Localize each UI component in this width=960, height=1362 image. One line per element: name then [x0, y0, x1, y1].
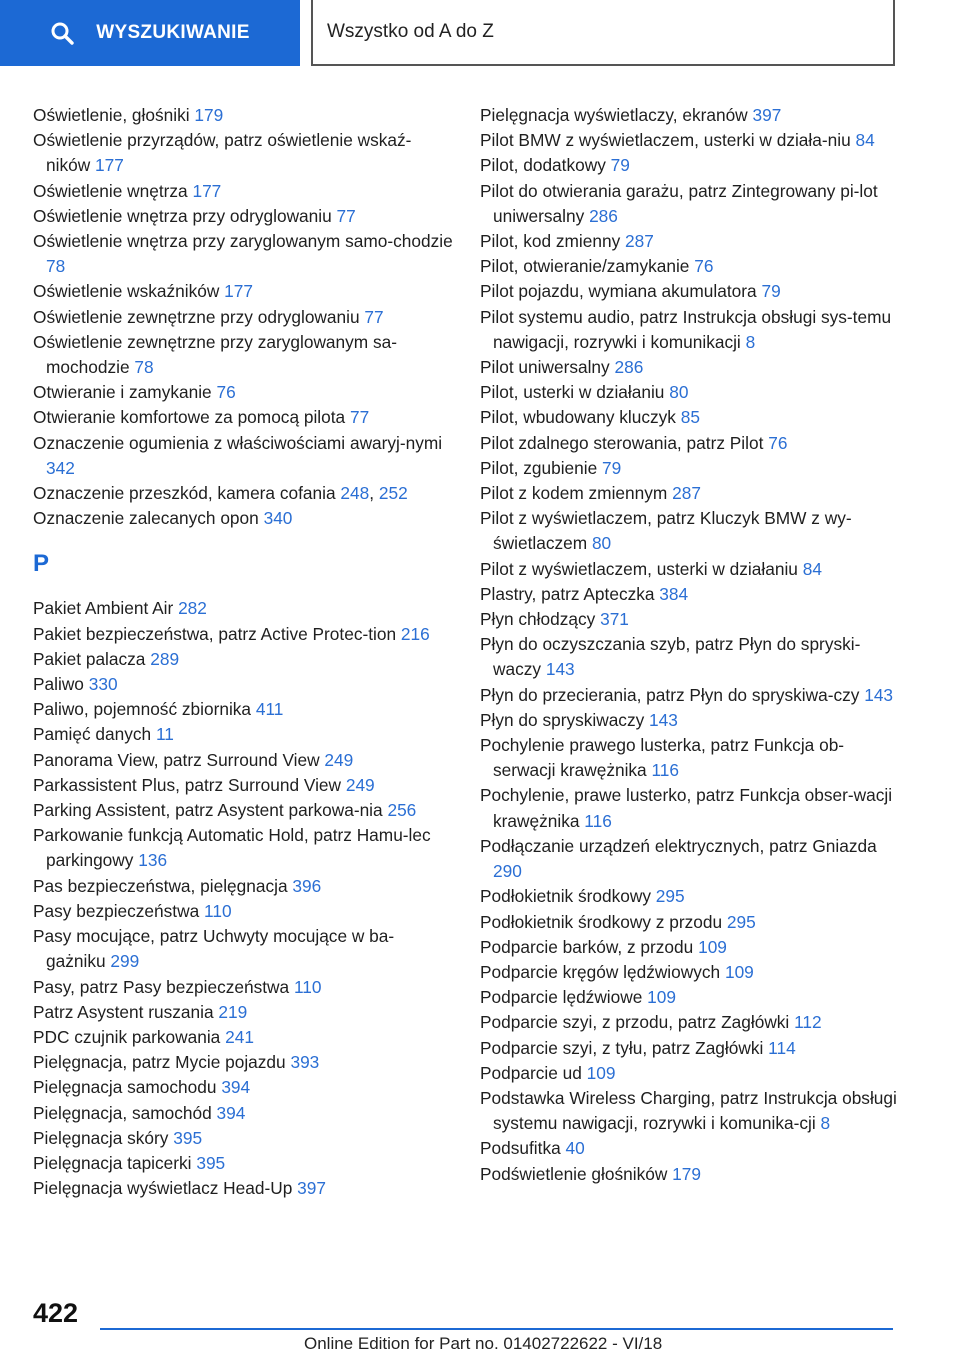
- index-entry: [33, 622, 453, 647]
- index-entry: [480, 254, 900, 279]
- index-list-o: [33, 103, 453, 531]
- index-entry-text: Pakiet Ambient Air: [33, 598, 174, 619]
- page-link[interactable]: 76: [768, 432, 788, 453]
- page-link[interactable]: 295: [655, 886, 685, 907]
- index-entry-text: Oświetlenie zewnętrzne przy odryglowaniu: [33, 306, 360, 327]
- page-link[interactable]: 79: [610, 155, 630, 176]
- page-link[interactable]: 396: [292, 875, 322, 896]
- index-entry-text: Pilot zdalnego sterowania, patrz Pilot: [480, 432, 764, 453]
- index-entry: Oznaczenie przeszkód, kamera cofania 248, 252: [33, 483, 408, 504]
- search-icon: [50, 21, 74, 45]
- index-entry-text: Pielęgnacja samochodu: [33, 1077, 217, 1098]
- page-link[interactable]: 77: [349, 407, 370, 428]
- page-link[interactable]: 109: [647, 987, 676, 1008]
- footer-divider: [100, 1328, 893, 1330]
- index-entry-text: Panorama View, patrz Surround View: [33, 749, 320, 770]
- index-entry-text: Pilot z wyświetlaczem, patrz Kluczyk BMW z wy-świetlaczem: [480, 508, 852, 554]
- index-entry-text: Oświetlenie, głośniki: [33, 105, 190, 125]
- page-link[interactable]: 116: [584, 810, 612, 831]
- page-link[interactable]: 8: [820, 1113, 831, 1134]
- page-link[interactable]: 179: [672, 1163, 701, 1184]
- page-link[interactable]: 395: [173, 1127, 203, 1148]
- index-entry: [480, 481, 900, 506]
- index-entry-text: Podłączanie urządzeń elektrycznych, patrz Gniazda: [480, 835, 877, 856]
- page-link[interactable]: 249: [345, 774, 375, 795]
- page-link[interactable]: 109: [724, 961, 754, 982]
- index-entry-text: Pakiet palacza: [33, 648, 146, 669]
- index-column-right: [480, 103, 900, 1187]
- index-entry-text: Pielęgnacja wyświetlaczy, ekranów: [480, 105, 748, 125]
- top-navigation: [0, 0, 960, 66]
- page-link[interactable]: 299: [110, 951, 140, 972]
- index-entry-text: Pilot, wbudowany kluczyk: [480, 407, 676, 428]
- index-entry-text: Podstawka Wireless Charging, patrz Instrukcja obsługi systemu nawigacji, rozrywki i komunika-cji: [480, 1087, 897, 1134]
- index-entry-text: Podłokietnik środkowy z przodu: [480, 911, 723, 932]
- index-entry: [480, 431, 900, 456]
- index-entry: [33, 1000, 453, 1025]
- page-link[interactable]: 76: [694, 256, 714, 277]
- page-link[interactable]: 384: [659, 583, 689, 604]
- page-link[interactable]: 411: [255, 699, 284, 720]
- index-entry: [33, 305, 453, 330]
- index-entry: [33, 748, 453, 773]
- index-entry-text: Oświetlenie przyrządów, patrz oświetlenie wskaź-ników: [33, 130, 412, 176]
- page-link[interactable]: 179: [194, 105, 224, 125]
- index-entry-text: Podparcie ud: [480, 1062, 582, 1083]
- index-entry: [480, 506, 900, 556]
- index-entry-text: Pilot z wyświetlaczem, usterki w działaniu: [480, 558, 798, 579]
- index-entry-text: Pielęgnacja, samochód: [33, 1102, 212, 1123]
- page-link[interactable]: 116: [651, 760, 680, 781]
- index-column-left: [33, 103, 453, 1201]
- index-entry-text: Parkassistent Plus, patrz Surround View: [33, 774, 342, 795]
- index-entry: [33, 1101, 453, 1126]
- page-link[interactable]: 177: [95, 155, 124, 176]
- index-entry: [33, 899, 453, 924]
- a-to-z-tab[interactable]: [311, 0, 895, 66]
- index-entry: [33, 380, 453, 405]
- index-entry-text: Pamięć danych: [33, 724, 152, 745]
- index-entry-text: Pilot, otwieranie/zamykanie: [480, 256, 690, 277]
- index-entry-text: Oświetlenie wnętrza przy odryglowaniu: [33, 205, 332, 226]
- index-entry: [480, 935, 900, 960]
- page-number: 422: [33, 1298, 79, 1328]
- index-entry: [480, 179, 900, 229]
- index-entry-text: Pasy mocujące, patrz Uchwyty mocujące w ba-gażniku: [33, 926, 395, 972]
- index-entry-text: Pilot BMW z wyświetlaczem, usterki w działa-niu: [480, 130, 851, 151]
- page-link[interactable]: 330: [88, 674, 118, 695]
- page-link[interactable]: 84: [855, 130, 875, 151]
- index-entry: [33, 874, 453, 899]
- index-entry: [33, 204, 453, 229]
- index-list-right: [480, 103, 900, 1187]
- search-tab-label: WYSZUKIWANIE: [96, 22, 250, 43]
- index-entry-text: Pilot, dodatkowy: [480, 155, 606, 176]
- index-entry: [480, 405, 900, 430]
- index-entry-text: Paliwo, pojemność zbiornika: [33, 699, 252, 720]
- index-entry-text: PDC czujnik parkowania: [33, 1026, 221, 1047]
- page-link[interactable]: 371: [600, 609, 629, 630]
- index-entry: [480, 1162, 900, 1187]
- index-entry: [480, 632, 900, 682]
- index-entry: [33, 596, 453, 621]
- search-tab[interactable]: [0, 0, 300, 66]
- page-link[interactable]: 286: [589, 205, 618, 226]
- index-entry-text: Pilot z kodem zmiennym: [480, 483, 668, 504]
- index-entry: [33, 431, 453, 481]
- page-link[interactable]: 256: [387, 800, 417, 821]
- index-entry-text: Paliwo: [33, 674, 84, 695]
- page-link[interactable]: 143: [864, 684, 894, 705]
- index-entry-text: Oświetlenie zewnętrzne przy zaryglowanym sa-mochodzie: [33, 331, 398, 378]
- page-link[interactable]: 110: [293, 976, 322, 997]
- page-link[interactable]: 219: [218, 1001, 248, 1022]
- page-link[interactable]: 114: [768, 1037, 796, 1058]
- index-entry: [480, 834, 900, 884]
- index-entry-text: Parking Assistent, patrz Asystent parkowa-nia: [33, 800, 383, 821]
- index-entry-text: Pielęgnacja tapicerki: [33, 1152, 192, 1173]
- index-entry: [33, 672, 453, 697]
- index-entry-text: Płyn do oczyszczania szyb, patrz Płyn do spryski-waczy: [480, 634, 861, 680]
- page-link[interactable]: 216: [400, 623, 430, 644]
- index-entry: [33, 229, 453, 279]
- page-link[interactable]: 397: [297, 1178, 326, 1199]
- index-entry: [480, 557, 900, 582]
- index-entry: [33, 647, 453, 672]
- index-entry-text: Oznaczenie ogumienia z właściwościami awaryj-nymi: [33, 432, 443, 453]
- page-link[interactable]: 80: [591, 533, 612, 554]
- page-link[interactable]: 76: [216, 382, 236, 403]
- page-link[interactable]: 77: [364, 306, 384, 327]
- index-entry: [33, 405, 453, 430]
- index-entry: [480, 380, 900, 405]
- index-entry-text: Patrz Asystent ruszania: [33, 1001, 214, 1022]
- page-link[interactable]: 393: [290, 1052, 320, 1073]
- index-entry: [33, 798, 453, 823]
- index-entry: [33, 1050, 453, 1075]
- page-link[interactable]: 252: [378, 483, 408, 504]
- index-entry: [480, 128, 900, 153]
- page-link[interactable]: 78: [46, 256, 66, 277]
- index-entry: [480, 456, 900, 481]
- page-link[interactable]: 143: [649, 709, 678, 730]
- index-entry: [33, 1025, 453, 1050]
- index-entry-text: Podparcie kręgów lędźwiowych: [480, 961, 721, 982]
- index-entry: [480, 1010, 900, 1035]
- page-link[interactable]: 286: [614, 357, 644, 378]
- index-entry: [480, 153, 900, 178]
- page-link[interactable]: 394: [221, 1077, 251, 1098]
- index-entry: [480, 1086, 900, 1136]
- index-entry: [480, 103, 900, 128]
- page-link[interactable]: 287: [672, 483, 701, 504]
- index-entry: [480, 1061, 900, 1086]
- index-entry: [33, 179, 453, 204]
- page-link[interactable]: 8: [745, 331, 756, 352]
- index-entry: [480, 783, 900, 833]
- index-entry: [33, 773, 453, 798]
- index-entry-text: Płyn do spryskiwaczy: [480, 709, 645, 730]
- index-entry-text: Oznaczenie zalecanych opon: [33, 508, 259, 529]
- index-entry: [480, 607, 900, 632]
- page-link[interactable]: 290: [493, 861, 522, 882]
- page-link[interactable]: 110: [204, 900, 232, 921]
- index-entry-text: Pasy, patrz Pasy bezpieczeństwa: [33, 976, 290, 997]
- page-link[interactable]: 340: [263, 508, 293, 529]
- section-letter: P: [33, 550, 50, 578]
- index-entry-text: Oznaczenie przeszkód, kamera cofania: [33, 483, 336, 504]
- index-entry: [33, 279, 453, 304]
- index-entry-text: Podparcie szyi, z przodu, patrz Zagłówki: [480, 1012, 790, 1033]
- index-entry: [33, 975, 453, 1000]
- index-entry: [33, 128, 453, 178]
- page-link[interactable]: 177: [224, 281, 253, 302]
- index-entry: [33, 506, 453, 531]
- page-link[interactable]: 395: [196, 1152, 226, 1173]
- page-link[interactable]: 77: [336, 205, 356, 226]
- index-entry-text: Płyn do przecierania, patrz Płyn do spryskiwa-czy: [480, 684, 860, 705]
- index-entry-text: Pilot, usterki w działaniu: [480, 382, 665, 403]
- index-entry-text: Oświetlenie wskaźników: [33, 281, 220, 302]
- index-entry: [480, 355, 900, 380]
- page-link[interactable]: 79: [602, 457, 622, 478]
- page-link[interactable]: 112: [794, 1012, 822, 1033]
- index-list-p: [33, 596, 453, 1201]
- edition-note: Online Edition for Part no. 01402722622 - VI/18: [304, 1334, 663, 1353]
- index-entry: [480, 733, 900, 783]
- index-entry-text: Pielęgnacja skóry: [33, 1127, 169, 1148]
- page-link[interactable]: 80: [669, 382, 689, 403]
- index-entry: [480, 884, 900, 909]
- page-link[interactable]: 84: [802, 558, 822, 579]
- index-entry-text: Podparcie lędźwiowe: [480, 987, 643, 1008]
- page-link[interactable]: 79: [761, 281, 781, 302]
- index-entry-text: Pielęgnacja, patrz Mycie pojazdu: [33, 1052, 286, 1073]
- index-entry-text: Pochylenie prawego lusterka, patrz Funkcja ob-serwacji krawężnika: [480, 735, 845, 781]
- page-link[interactable]: 109: [586, 1062, 616, 1083]
- index-entry: [480, 683, 900, 708]
- index-entry: [480, 279, 900, 304]
- page-link[interactable]: 109: [698, 936, 727, 957]
- index-entry: [33, 1151, 453, 1176]
- index-entry-text: Pilot do otwierania garażu, patrz Zintegrowany pi-lot uniwersalny: [480, 180, 878, 226]
- page-link[interactable]: 40: [565, 1138, 585, 1159]
- index-entry: [33, 823, 453, 873]
- index-entry: [480, 305, 900, 355]
- page-link[interactable]: 177: [192, 180, 222, 201]
- page-link[interactable]: 136: [138, 850, 168, 871]
- index-entry: [33, 924, 453, 974]
- index-entry-text: Pilot pojazdu, wymiana akumulatora: [480, 281, 757, 302]
- index-entry: [33, 1126, 453, 1151]
- index-entry: [33, 1075, 453, 1100]
- index-entry: [480, 582, 900, 607]
- index-entry-text: Pilot, kod zmienny: [480, 231, 621, 252]
- index-entry: [480, 1136, 900, 1161]
- page-link[interactable]: 78: [134, 357, 154, 378]
- page-link[interactable]: 295: [726, 911, 756, 932]
- index-entry-text: Pas bezpieczeństwa, pielęgnacja: [33, 875, 288, 896]
- index-entry-text: Oświetlenie wnętrza przy zaryglowanym samo-chodzie: [33, 231, 453, 252]
- index-entry-text: Pasy bezpieczeństwa: [33, 900, 200, 921]
- index-entry-text: Podparcie barków, z przodu: [480, 936, 694, 957]
- index-entry-text: Oświetlenie wnętrza: [33, 180, 188, 201]
- page-link[interactable]: 342: [46, 457, 75, 478]
- index-entry-text: Podparcie szyi, z tyłu, patrz Zagłówki: [480, 1037, 764, 1058]
- index-entry: [480, 985, 900, 1010]
- index-entry: [480, 1036, 900, 1061]
- page-link[interactable]: 249: [324, 749, 354, 770]
- page-link[interactable]: 241: [225, 1026, 254, 1047]
- index-entry: [480, 960, 900, 985]
- index-entry-text: Pielęgnacja wyświetlacz Head-Up: [33, 1178, 293, 1199]
- index-entry: [480, 910, 900, 935]
- index-entry: [33, 330, 453, 380]
- index-entry-text: Pilot uniwersalny: [480, 357, 610, 378]
- index-entry-text: Pilot, zgubienie: [480, 457, 598, 478]
- index-entry: [33, 722, 453, 747]
- index-entry: [33, 1176, 453, 1201]
- index-entry-text: Plastry, patrz Apteczka: [480, 583, 655, 604]
- index-entry-text: Otwieranie i zamykanie: [33, 382, 212, 403]
- index-entry-text: Pilot systemu audio, patrz Instrukcja obsługi sys-temu nawigacji, rozrywki i komunikacji: [480, 306, 892, 352]
- page-link[interactable]: 289: [150, 648, 180, 669]
- page-link[interactable]: 248: [340, 483, 370, 504]
- index-entry: [33, 103, 453, 128]
- page-link[interactable]: 85: [680, 407, 700, 428]
- index-entry-text: Płyn chłodzący: [480, 609, 596, 630]
- page-link[interactable]: 394: [216, 1102, 246, 1123]
- index-entry-text: Pakiet bezpieczeństwa, patrz Active Protec-tion: [33, 623, 397, 644]
- index-entry: [33, 697, 453, 722]
- index-entry-text: Podsufitka: [480, 1138, 561, 1159]
- a-to-z-tab-label: Wszystko od A do Z: [327, 21, 494, 42]
- page-link[interactable]: 143: [545, 659, 575, 680]
- index-entry-text: Pochylenie, prawe lusterko, patrz Funkcja obser-wacji krawężnika: [480, 785, 893, 831]
- page-link[interactable]: 282: [178, 598, 207, 619]
- index-entry-text: Podświetlenie głośników: [480, 1163, 668, 1184]
- index-entry-text: Podłokietnik środkowy: [480, 886, 651, 907]
- page-link[interactable]: 287: [625, 231, 654, 252]
- page-link[interactable]: 11: [155, 724, 174, 745]
- index-entry-text: Otwieranie komfortowe za pomocą pilota: [33, 407, 346, 428]
- index-entry: [480, 708, 900, 733]
- index-entry: [480, 229, 900, 254]
- index-entry-text: Parkowanie funkcją Automatic Hold, patrz Hamu-lec parkingowy: [33, 825, 431, 871]
- page-link[interactable]: 397: [752, 105, 782, 125]
